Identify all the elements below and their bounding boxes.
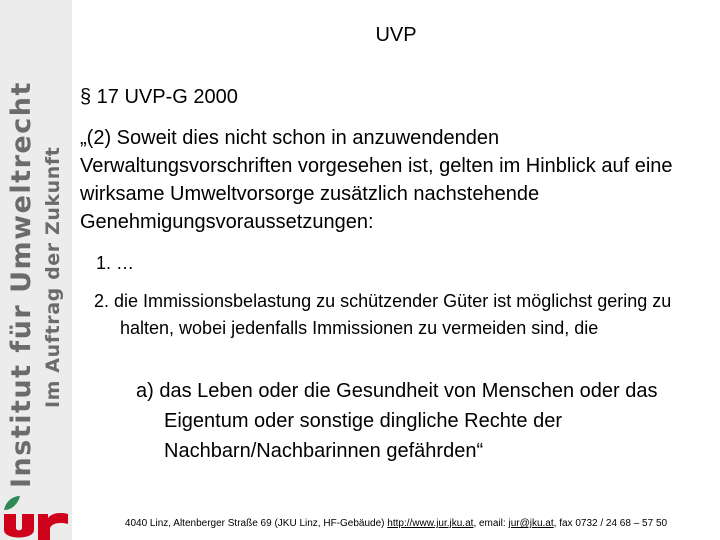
list-item-1: 1. …: [96, 253, 135, 273]
footer-email-label: email:: [479, 518, 506, 529]
list-item-a: a) das Leben oder die Gesundheit von Menschen oder das Eigentum oder sonstige dingliche Rechte der Nachbarn/Nachbarinnen gefährden“: [136, 380, 658, 462]
leaf-icon: [4, 496, 20, 510]
footer-fax: fax 0732 / 24 68 – 57 50: [559, 518, 668, 529]
intro-paragraph: „(2) Soweit dies nicht schon in anzuwendenden Verwaltungsvorschriften vorgesehen ist, gelten im Hinblick auf eine wirksame Umweltvorsorge zusätzlich nachstehende Genehmigungsvoraussetzungen:: [80, 127, 673, 233]
slide-title: UVP: [375, 24, 417, 46]
institute-logo: [0, 494, 72, 540]
footer-web-link[interactable]: http://www.jur.jku.at: [387, 518, 474, 529]
section-heading: § 17 UVP-G 2000: [80, 86, 238, 108]
footer: 4040 Linz, Altenberger Straße 69 (JKU Linz, HF-Gebäude) http://www.jur.jku.at, email: jur@jku.at, fax 0732 / 24 68 – 57 50: [124, 518, 668, 529]
logo-u-shape: [4, 514, 34, 538]
logo-r-shape: [38, 513, 68, 540]
footer-email-link[interactable]: jur@jku.at: [508, 518, 554, 529]
institute-tagline: Im Auftrag der Zukunft: [42, 146, 64, 408]
sidebar: [0, 0, 72, 540]
institute-name: Institut für Umweltrecht: [6, 81, 37, 488]
list-item-2: 2. die Immissionsbelastung zu schützender Güter ist möglichst gering zu halten, wobei jedenfalls Immissionen zu vermeiden sind, die: [94, 291, 672, 338]
footer-address: 4040 Linz, Altenberger Straße 69 (JKU Linz, HF-Gebäude): [124, 518, 385, 529]
